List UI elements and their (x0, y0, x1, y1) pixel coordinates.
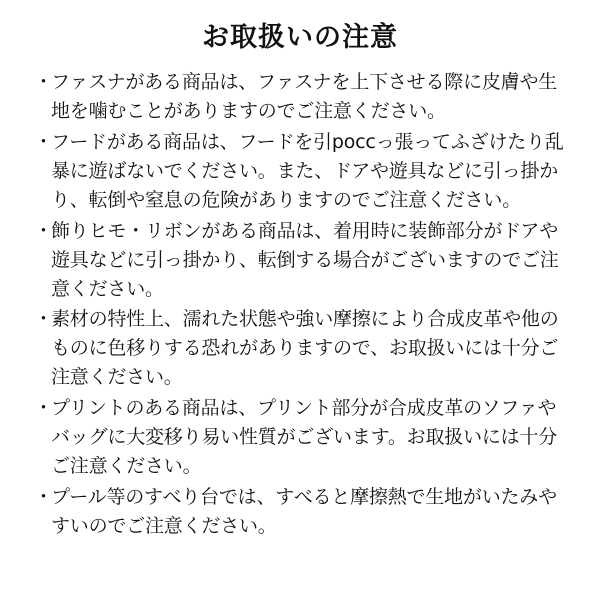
list-item (34, 305, 570, 392)
notice-text: フードがある商品は、フードを引россっ張ってふざけたり乱暴に遊ばないでください。また、ドアや遊具などに引っ掛かり、転倒や窒息の危険がありますのでご注意ください。 (51, 131, 564, 211)
bullet-marker: ・ (34, 71, 54, 94)
list-item (34, 68, 570, 126)
bullet-marker: ・ (34, 308, 54, 331)
list-item (34, 217, 570, 304)
page-title: お取扱いの注意 (202, 22, 398, 53)
notice-text: プール等のすべり台では、すべると摩擦熱で生地がいたみやすいのでご注意ください。 (51, 485, 557, 537)
notice-text: 素材の特性上、濡れた状態や強い摩擦により合成皮革や他のものに色移りする恐れがありますので、お取扱いには十分ご注意ください。 (51, 308, 559, 389)
bullet-marker: ・ (34, 219, 54, 242)
list-item (34, 483, 570, 541)
notice-text: ファスナがある商品は、ファスナを上下させる際に皮膚や生地を噛むことがありますのでご注意ください。 (51, 71, 558, 123)
bullet-marker: ・ (34, 131, 54, 154)
list-item (34, 128, 570, 215)
bullet-marker: ・ (34, 397, 54, 420)
notice-text: 飾りヒモ・リボンがある商品は、着用時に装飾部分がドアや遊具などに引っ掛かり、転倒する場合がございますのでご注意ください。 (51, 219, 559, 300)
notice-list (26, 68, 574, 540)
notice-text: プリントのある商品は、プリント部分が合成皮革のソファやバッグに大変移り易い性質がございます。お取扱いには十分ご注意ください。 (51, 397, 558, 477)
list-item (34, 394, 570, 481)
bullet-marker: ・ (34, 485, 54, 508)
